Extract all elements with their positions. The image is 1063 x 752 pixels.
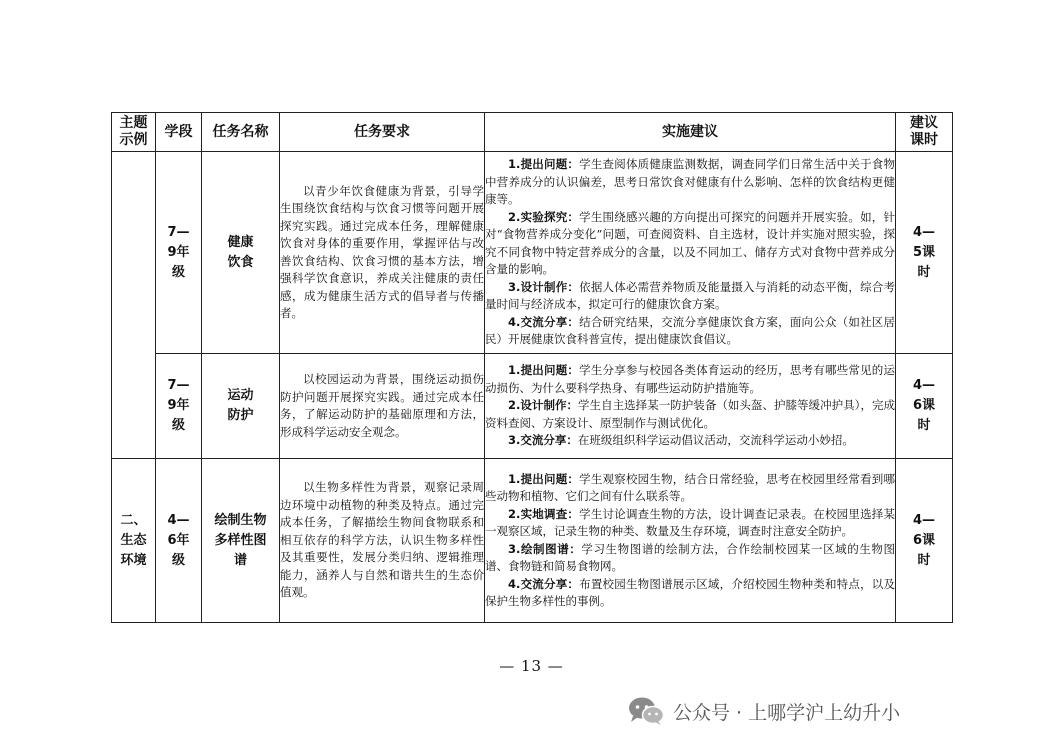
hours-text: 4—6课时 (912, 378, 936, 433)
impl-step: 4.交流分享：布置校园生物图谱展示区域，介绍校园生物种类和特点，以及保护生物多样性的事例。 (485, 576, 896, 608)
impl-step: 2.实地调查：学生讨论调查生物的方法，设计调查记录表。在校园里选择某一观察区域，记录生物的种类、数量及生存环境，调查时注意安全防护。 (485, 506, 896, 538)
header-theme: 主题示例 (112, 113, 156, 152)
task-requirement-cell: 以生物多样性为背景，观察记录周边环境中动植物的种类及特点。通过完成本任务，了解描绘生物间食物联系和相互依存的科学方法，认识生物多样性及其重要性，发展分类归纳、逻辑推理能力，涵养人与自然和谐共生的生态价值观。 (280, 459, 485, 623)
impl-step: 1.提出问题：学生分享参与校园各类体育运动的经历，思考有哪些常见的运动损伤、为什么要科学热身、有哪些运动防护措施等。 (485, 363, 896, 395)
task-name-text: 健康饮食 (227, 234, 254, 270)
theme-text: 二、生态环境 (120, 512, 147, 568)
theme-cell (112, 152, 156, 459)
hours-text: 4—6课时 (912, 512, 936, 568)
table-row (112, 152, 953, 354)
stage-text: 4—6年级 (167, 512, 190, 568)
table-row (112, 459, 953, 623)
header-task-name: 任务名称 (202, 113, 280, 152)
hours-cell (896, 152, 953, 354)
impl-step: 3.交流分享：在班级组织科学运动倡议活动，交流科学运动小妙招。 (508, 433, 854, 448)
wechat-icon (627, 696, 665, 726)
watermark (627, 695, 900, 727)
stage-cell (156, 354, 202, 459)
table-row (112, 354, 953, 459)
impl-step: 2.实验探究：学生围绕感兴趣的方向提出可探究的问题并开展实验。如，针对“食物营养成分变化”问题，可查阅资料、自主选材，设计并实施对照实验，探究不同食物中特定营养成分的含量，以及不同加工、储存方式对食物中营养成分含量的影响。 (485, 209, 896, 277)
impl-step: 3.绘制图谱：学习生物图谱的绘制方法，合作绘制校园某一区域的生物图谱、食物链和简易食物网。 (485, 541, 896, 573)
header-task-requirement: 任务要求 (280, 113, 485, 152)
theme-cell (112, 459, 156, 623)
task-name-text: 运动防护 (227, 388, 254, 423)
impl-step: 4.交流分享：结合研究结果，交流分享健康饮食方案，面向公众（如社区居民）开展健康饮食科普宣传，提出健康饮食倡议。 (485, 314, 896, 347)
implementation-cell (485, 459, 896, 623)
impl-step: 3.设计制作：依据人体必需营养物质及能量摄入与消耗的动态平衡，综合考量时间与经济成本，拟定可行的健康饮食方案。 (485, 279, 896, 312)
table-header-row (112, 113, 953, 152)
stage-cell (156, 152, 202, 354)
impl-step: 2.设计制作：学生自主选择某一防护装备（如头盔、护膝等缓冲护具），完成资料查阅、方案设计、原型制作与测试优化。 (485, 398, 895, 430)
impl-step: 1.提出问题：学生观察校园生物，结合日常经验，思考在校园里经常看到哪些动物和植物、它们之间有什么联系等。 (485, 471, 896, 503)
implementation-cell (485, 354, 896, 459)
header-hours: 建议课时 (896, 113, 953, 152)
implementation-cell (485, 152, 896, 354)
stage-text: 7—9年级 (167, 224, 190, 280)
hours-cell (896, 459, 953, 623)
header-implementation: 实施建议 (485, 113, 896, 152)
page-number: — 13 — (499, 657, 564, 675)
watermark-text: 公众号 · 上哪学沪上幼升小 (673, 701, 901, 724)
task-name-text: 绘制生物多样性图谱 (214, 512, 267, 568)
stage-cell (156, 459, 202, 623)
hours-cell (896, 354, 953, 459)
header-stage: 学段 (156, 113, 202, 152)
impl-step: 1.提出问题：学生查阅体质健康监测数据，调查同学们日常生活中关于食物中营养成分的认识偏差，思考日常饮食对健康有什么影响、怎样的饮食结构更健康等。 (485, 157, 896, 207)
task-name-cell (202, 459, 280, 623)
task-name-cell (202, 152, 280, 354)
task-name-cell (202, 354, 280, 459)
stage-text: 7—9年级 (167, 378, 190, 433)
task-requirement-cell: 以校园运动为背景，围绕运动损伤防护问题开展探究实践。通过完成本任务，了解运动防护的基础原理和方法，形成科学运动安全观念。 (280, 354, 485, 459)
task-requirement-cell: 以青少年饮食健康为背景，引导学生围绕饮食结构与饮食习惯等问题开展探究实践。通过完成本任务，理解健康饮食对身体的重要作用，掌握评估与改善饮食结构、饮食习惯的基本方法，增强科学饮食意识，养成关注健康的责任感，成为健康生活方式的倡导者与传播者。 (280, 152, 485, 354)
curriculum-table (111, 112, 953, 623)
hours-text: 4—5课时 (912, 224, 936, 280)
